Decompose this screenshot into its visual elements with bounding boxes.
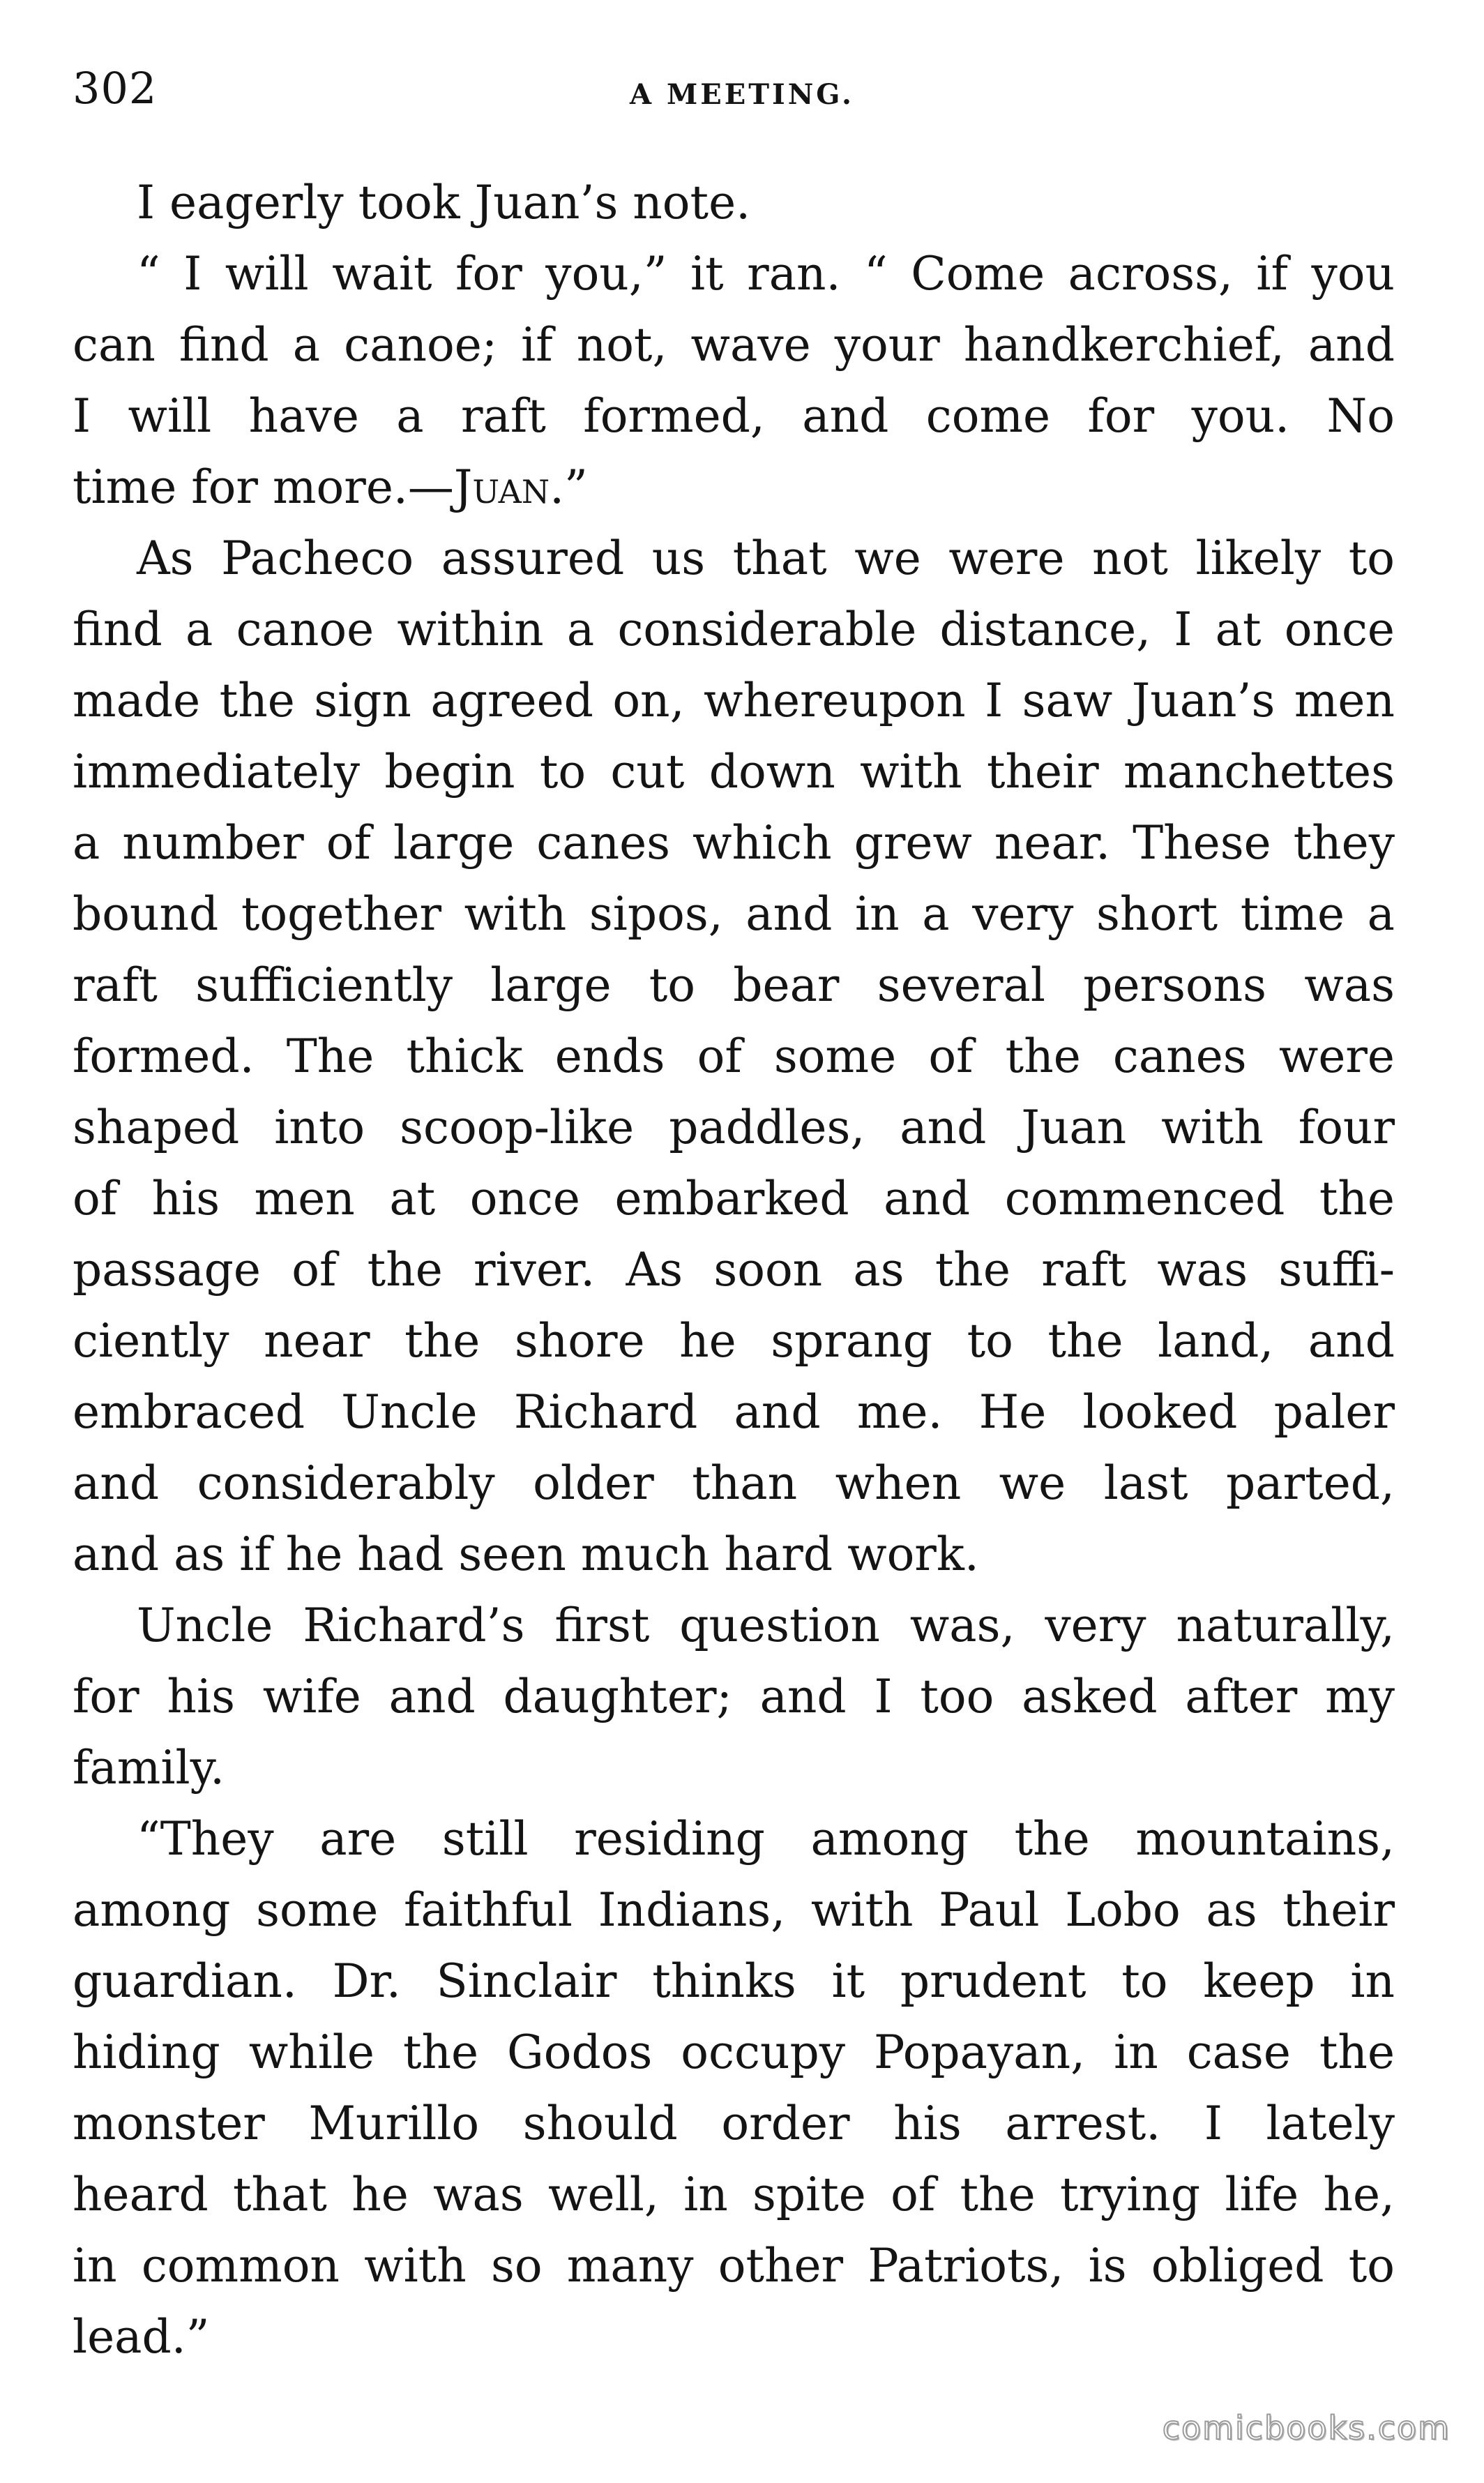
text-line: Uncle Richard’s first question was, very naturally, [137, 1599, 1395, 1652]
text-line: As Pacheco assured us that we were not likely to [137, 531, 1395, 585]
text-line: passage of the river. As soon as the raft was suffi- [73, 1243, 1395, 1297]
signature: Juan. [453, 460, 565, 514]
text-line: of his men at once embarked and commenced the [73, 1172, 1395, 1225]
text-line: raft sufficiently large to bear several persons was [73, 958, 1395, 1012]
text-line: and as if he had seen much hard work. [73, 1527, 979, 1581]
text-line: heard that he was well, in spite of the trying life he, [73, 2168, 1395, 2221]
watermark: comicbooks.com [1162, 2409, 1451, 2447]
text-line: bound together with sipos, and in a very short time a [73, 887, 1395, 941]
text-line: a number of large canes which grew near. These they [73, 816, 1395, 870]
text-line: “They are still residing among the mountains, [137, 1812, 1395, 1866]
text-line: and considerably older than when we last parted, [73, 1456, 1395, 1510]
text-line: for his wife and daughter; and I too asked after my [73, 1670, 1395, 1723]
text-line: made the sign agreed on, whereupon I saw Juan’s men [73, 674, 1395, 727]
text-line: ciently near the shore he sprang to the land, and [73, 1314, 1395, 1368]
text-line: in common with so many other Patriots, is obliged to [73, 2239, 1395, 2293]
text-line: guardian. Dr. Sinclair thinks it prudent to keep in [73, 1954, 1395, 2008]
text-line: immediately begin to cut down with their manchettes [73, 745, 1395, 799]
page-number: 302 [73, 63, 158, 114]
text-line: monster Murillo should order his arrest. I lately [73, 2097, 1395, 2150]
running-title: A MEETING. [630, 78, 854, 111]
text-line: formed. The thick ends of some of the canes were [73, 1029, 1395, 1083]
text-line: I eagerly took Juan’s note. [137, 176, 751, 229]
text-line: lead.” [73, 2310, 210, 2364]
text-line: hiding while the Godos occupy Popayan, in case the [73, 2025, 1395, 2079]
text-line: can find a canoe; if not, wave your handkerchief, and [73, 318, 1395, 372]
text-line: embraced Uncle Richard and me. He looked paler [73, 1385, 1395, 1439]
body-text [73, 167, 1395, 2373]
text-line: find a canoe within a considerable distance, I at once [73, 603, 1395, 656]
text-line: family. [73, 1741, 225, 1795]
text-line: time for more.— [73, 460, 454, 514]
text-line: among some faithful Indians, with Paul Lobo as their [73, 1883, 1395, 1937]
text-line-signature [73, 452, 1395, 523]
text-line: “ I will wait for you,” it ran. “ Come across, if you [137, 247, 1395, 301]
text-line: shaped into scoop-like paddles, and Juan with four [73, 1101, 1395, 1154]
signature-close-quote: ” [564, 460, 588, 514]
text-line: I will have a raft formed, and come for you. No [73, 389, 1395, 443]
